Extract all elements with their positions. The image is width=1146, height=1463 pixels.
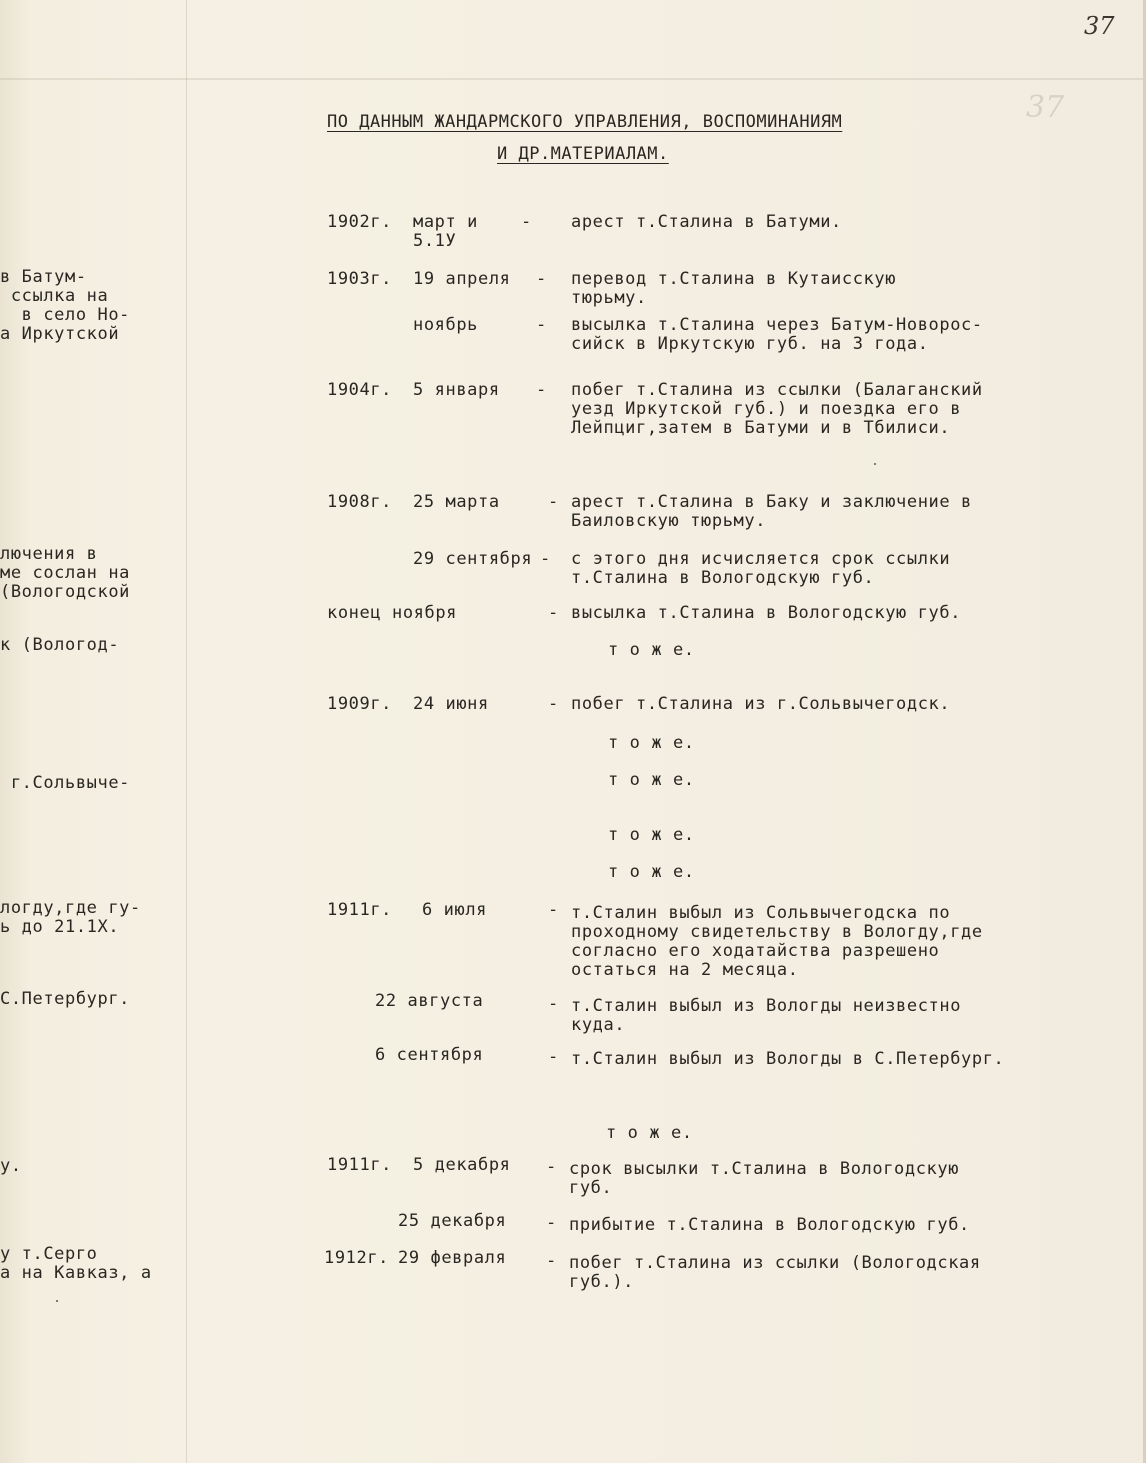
left-fragment: логду,где гу- <box>0 898 141 918</box>
entry-year: 1911г. <box>327 900 393 920</box>
left-fragment: а Иркутской <box>0 324 120 344</box>
document-title-line1: ПО ДАННЫМ ЖАНДАРМСКОГО УПРАВЛЕНИЯ, ВОСПОМИНАНИЯМ <box>327 112 843 132</box>
entry-date: 6 июля <box>422 900 488 920</box>
entry-text: т.Сталин выбыл из Сольвычегодска по проходному свидетельству в Вологду,где согласно его ходатайства разрешено остаться на 2 месяца. <box>571 903 983 980</box>
left-fragment: в село Но- <box>0 305 131 325</box>
entry-ditto: т о ж е. <box>608 733 695 753</box>
entry-date: 6 сентября <box>375 1045 484 1065</box>
entry-dash: - <box>546 1213 557 1233</box>
entry-year: 1912г. <box>324 1248 390 1268</box>
entry-year: 1902г. <box>327 212 393 232</box>
left-fragment: а на Кавказ, а <box>0 1263 152 1283</box>
entry-ditto: т о ж е. <box>608 640 695 660</box>
entry-text: прибытие т.Сталина в Вологодскую губ. <box>569 1215 970 1235</box>
entry-text: срок высылки т.Сталина в Вологодскую губ. <box>569 1159 960 1198</box>
entry-ditto: т о ж е. <box>608 825 695 845</box>
left-fragment: г.Сольвыче- <box>0 773 131 793</box>
entry-text: т.Сталин выбыл из Вологды в С.Петербург. <box>571 1049 1005 1069</box>
page-number-faint: 37 <box>1026 90 1065 125</box>
entry-dash: - <box>548 694 559 714</box>
left-fragment: ь до 21.1X. <box>0 917 120 937</box>
entry-year: 1909г. <box>327 694 393 714</box>
ink-speck <box>874 463 876 465</box>
entry-text: побег т.Сталина из ссылки (Вологодская губ.). <box>569 1253 981 1292</box>
entry-text: арест т.Сталина в Батуми. <box>571 212 842 232</box>
paper-fold <box>0 78 1146 80</box>
entry-year: 1911г. <box>327 1155 393 1175</box>
entry-dash: - <box>548 492 559 512</box>
entry-dash: - <box>540 549 551 569</box>
entry-dash: - <box>548 900 559 920</box>
entry-ditto: т о ж е. <box>606 1123 693 1143</box>
entry-text: побег т.Сталина из г.Сольвычегодск. <box>571 694 951 714</box>
entry-dash: - <box>536 315 547 335</box>
left-fragment: у. <box>0 1156 22 1176</box>
left-fragment: к (Вологод- <box>0 635 120 655</box>
left-fragment: ме сослан на <box>0 563 131 583</box>
left-fragment: у т.Серго <box>0 1244 98 1264</box>
left-fragment: С.Петербург. <box>0 989 131 1009</box>
entry-date: 22 августа <box>375 991 484 1011</box>
entry-year: 1904г. <box>327 380 393 400</box>
left-fragment: ссылка на <box>0 286 109 306</box>
entry-dash: - <box>521 212 532 232</box>
entry-date: 5 декабря <box>413 1155 511 1175</box>
entry-dash: - <box>546 1157 557 1177</box>
entry-text: перевод т.Сталина в Кутаисскую тюрьму. <box>571 269 897 308</box>
entry-dash: - <box>548 994 559 1014</box>
entry-dash: - <box>536 269 547 289</box>
entry-dash: - <box>536 380 547 400</box>
entry-date: март и 5.1У <box>413 212 479 251</box>
entry-ditto: т о ж е. <box>608 770 695 790</box>
entry-year: 1903г. <box>327 269 393 289</box>
entry-date: 5 января <box>413 380 500 400</box>
entry-dash: - <box>548 603 559 623</box>
entry-year: 1908г. <box>327 492 393 512</box>
entry-date: 29 сентября <box>413 549 533 569</box>
entry-dash: - <box>546 1251 557 1271</box>
entry-date: 25 декабря <box>398 1211 507 1231</box>
ink-speck <box>56 1300 58 1302</box>
entry-text: с этого дня исчисляется срок ссылки т.Сталина в Вологодскую губ. <box>571 549 951 588</box>
entry-text: высылка т.Сталина через Батум-Новорос- сийск в Иркутскую губ. на 3 года. <box>571 315 983 354</box>
left-fragment: в Батум- <box>0 267 87 287</box>
entry-text: арест т.Сталина в Баку и заключение в Баиловскую тюрьму. <box>571 492 972 531</box>
entry-year: конец ноября <box>327 603 458 623</box>
paper-column-crease <box>186 0 187 1463</box>
entry-date: 19 апреля <box>413 269 511 289</box>
entry-date: ноябрь <box>413 315 479 335</box>
page-number: 37 <box>1084 12 1115 40</box>
entry-date: 24 июня <box>413 694 489 714</box>
left-fragment: (Вологодской <box>0 582 131 602</box>
left-fragment: лючения в <box>0 544 98 564</box>
entry-dash: - <box>548 1047 559 1067</box>
entry-text: побег т.Сталина из ссылки (Балаганский уезд Иркутской губ.) и поездка его в Лейпциг,затем в Батуми и в Тбилиси. <box>571 380 983 438</box>
entry-date: 25 марта <box>413 492 500 512</box>
document-title-line2: И ДР.МАТЕРИАЛАМ. <box>497 144 669 164</box>
entry-text: т.Сталин выбыл из Вологды неизвестно куда. <box>571 996 962 1035</box>
entry-date: 29 февраля <box>398 1248 507 1268</box>
entry-text: высылка т.Сталина в Вологодскую губ. <box>571 603 962 623</box>
entry-ditto: т о ж е. <box>608 862 695 882</box>
